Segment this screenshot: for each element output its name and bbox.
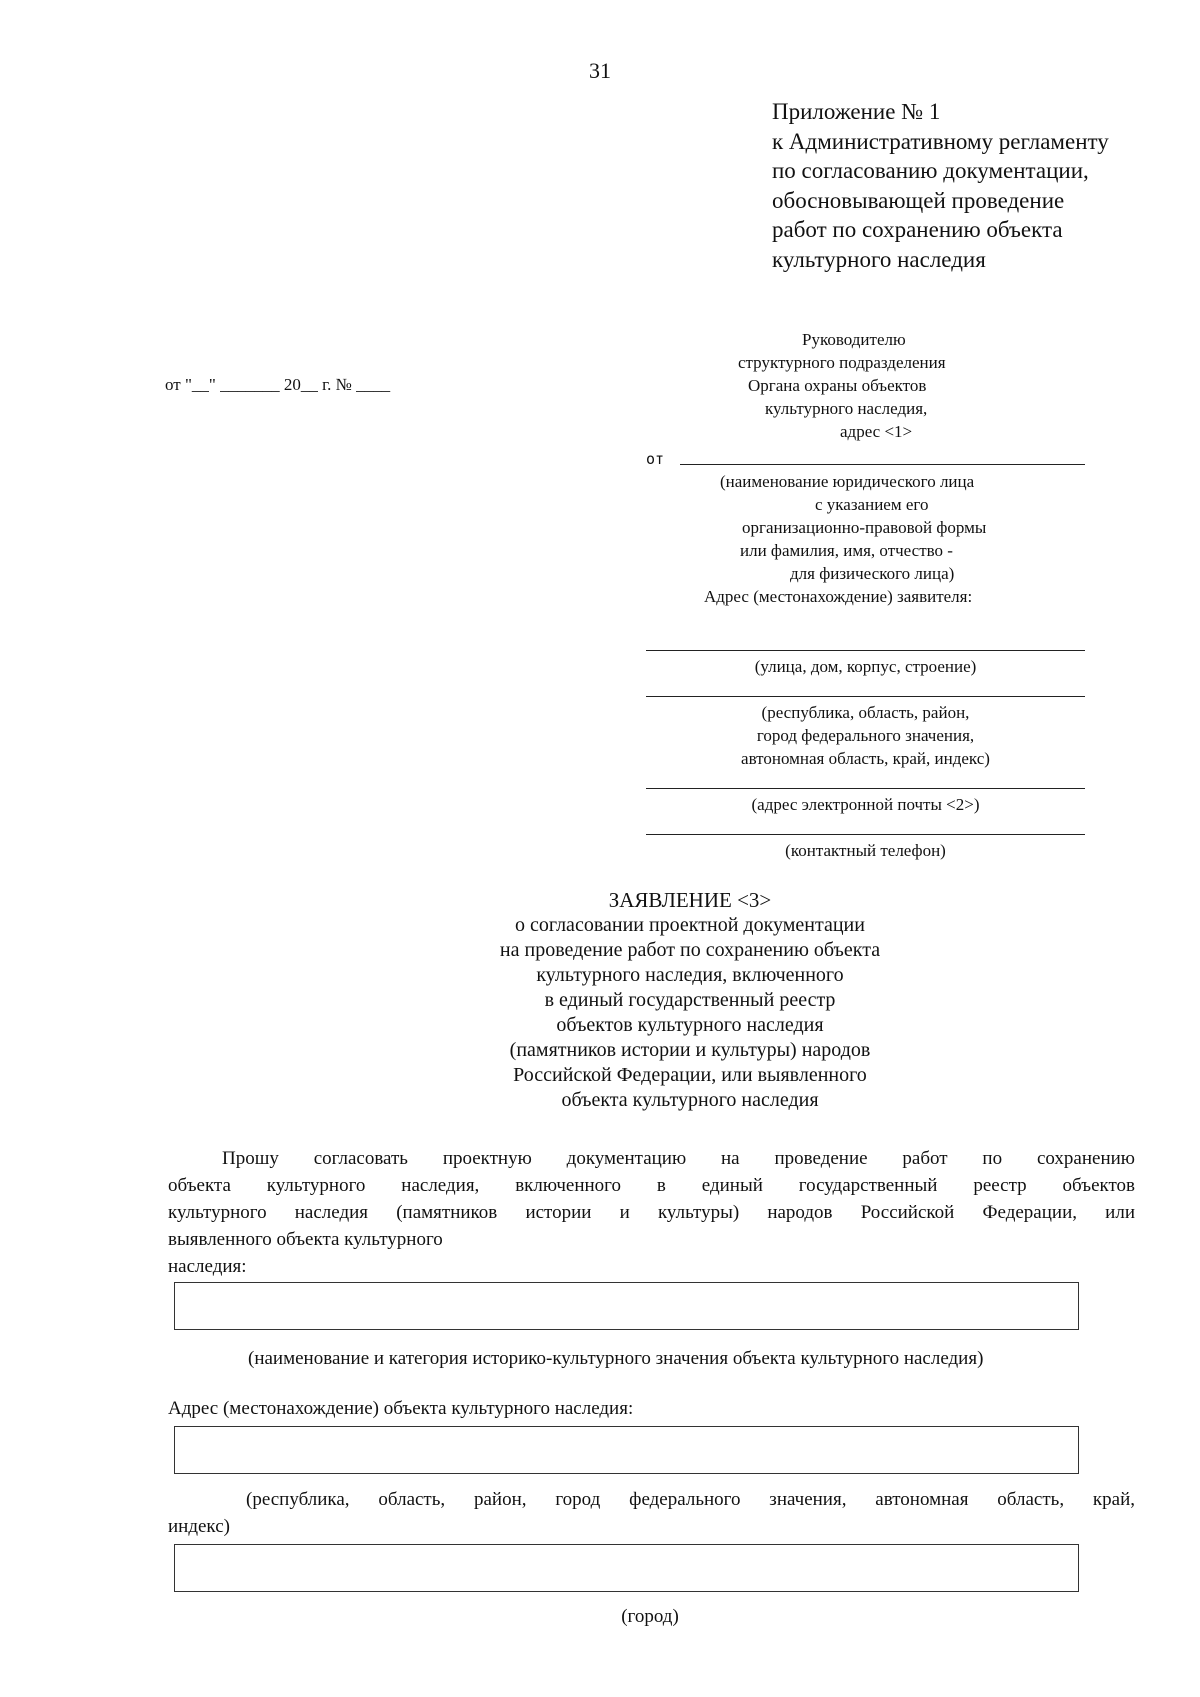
email-caption: (адрес электронной почты <2>) <box>751 795 980 814</box>
appendix-line: обосновывающей проведение <box>772 187 1065 213</box>
request-paragraph <box>168 1145 1135 1280</box>
object-region-caption-line: индекс) <box>168 1516 230 1537</box>
request-line: наследия: <box>168 1256 247 1277</box>
applicant-caption-line: для физического лица) <box>790 564 955 583</box>
applicant-caption-line: с указанием его <box>815 495 929 514</box>
heritage-object-name-caption: (наименование и категория историко-культурного значения объекта культурного наследия) <box>248 1348 984 1369</box>
object-region-field[interactable] <box>174 1426 1079 1474</box>
region-field-line[interactable] <box>646 696 1085 697</box>
phone-field-line[interactable] <box>646 834 1085 835</box>
appendix-line: к Административному регламенту <box>772 128 1109 154</box>
from-label: от <box>646 450 665 468</box>
page-number: 31 <box>589 58 611 83</box>
statement-title-line: объекта культурного наследия <box>561 1089 819 1111</box>
statement-title <box>430 888 950 1113</box>
request-line: объекта культурного наследия, включенного в единый государственный реестр объектов <box>168 1175 1135 1196</box>
addressee-line: Органа охраны объектов <box>748 376 927 395</box>
request-line: Прошу согласовать проектную документацию на проведение работ по сохранению <box>222 1148 1135 1169</box>
applicant-caption-line: или фамилия, имя, отчество - <box>740 541 953 560</box>
street-field-line[interactable] <box>646 650 1085 651</box>
addressee-line: культурного наследия, <box>765 399 928 418</box>
heritage-object-name-field[interactable] <box>174 1282 1079 1330</box>
object-region-caption-line: (республика, область, район, город федерального значения, автономная область, край, <box>246 1489 1135 1510</box>
request-line: выявленного объекта культурного <box>168 1229 443 1250</box>
applicant-address-label: Адрес (местонахождение) заявителя: <box>704 587 973 606</box>
street-caption: (улица, дом, корпус, строение) <box>754 657 977 676</box>
region-caption-line: (республика, область, район, <box>761 703 970 722</box>
statement-title-line: о согласовании проектной документации <box>515 914 865 936</box>
addressee-line: Руководителю <box>802 330 906 349</box>
appendix-line: работ по сохранению объекта <box>772 217 1063 242</box>
addressee-line: структурного подразделения <box>738 353 946 372</box>
applicant-name-field-line[interactable] <box>680 464 1085 465</box>
statement-title-line: (памятников истории и культуры) народов <box>509 1039 871 1061</box>
applicant-caption-line: (наименование юридического лица <box>720 472 975 491</box>
phone-caption: (контактный телефон) <box>785 841 946 860</box>
statement-title-line: культурного наследия, включенного <box>536 964 844 986</box>
email-field-line[interactable] <box>646 788 1085 789</box>
appendix-line: Приложение № 1 <box>772 99 941 124</box>
appendix-line: по согласованию документации, <box>772 158 1089 183</box>
region-caption <box>646 701 1085 770</box>
object-address-label: Адрес (местонахождение) объекта культурного наследия: <box>168 1398 634 1419</box>
object-city-field[interactable] <box>174 1544 1079 1592</box>
statement-title-line: Российской Федерации, или выявленного <box>513 1064 867 1086</box>
addressee-block <box>720 328 1020 443</box>
statement-heading: ЗАЯВЛЕНИЕ <3> <box>608 888 772 912</box>
appendix-header <box>772 97 1109 274</box>
statement-title-line: в единый государственный реестр <box>544 989 836 1011</box>
statement-title-line: объектов культурного наследия <box>556 1014 824 1036</box>
document-date-number: от "__" _______ 20__ г. № ____ <box>165 375 391 394</box>
region-caption-line: город федерального значения, <box>756 726 975 745</box>
addressee-line: адрес <1> <box>840 422 913 441</box>
object-city-caption: (город) <box>621 1606 679 1627</box>
applicant-caption-line: организационно-правовой формы <box>742 518 987 537</box>
request-line: культурного наследия (памятников истории и культуры) народов Российской Федерации, или <box>168 1202 1135 1223</box>
object-region-caption <box>168 1486 1135 1540</box>
region-caption-line: автономная область, край, индекс) <box>741 749 990 768</box>
statement-title-line: на проведение работ по сохранению объекта <box>499 939 881 961</box>
appendix-line: культурного наследия <box>772 246 986 272</box>
applicant-caption <box>700 470 1090 608</box>
